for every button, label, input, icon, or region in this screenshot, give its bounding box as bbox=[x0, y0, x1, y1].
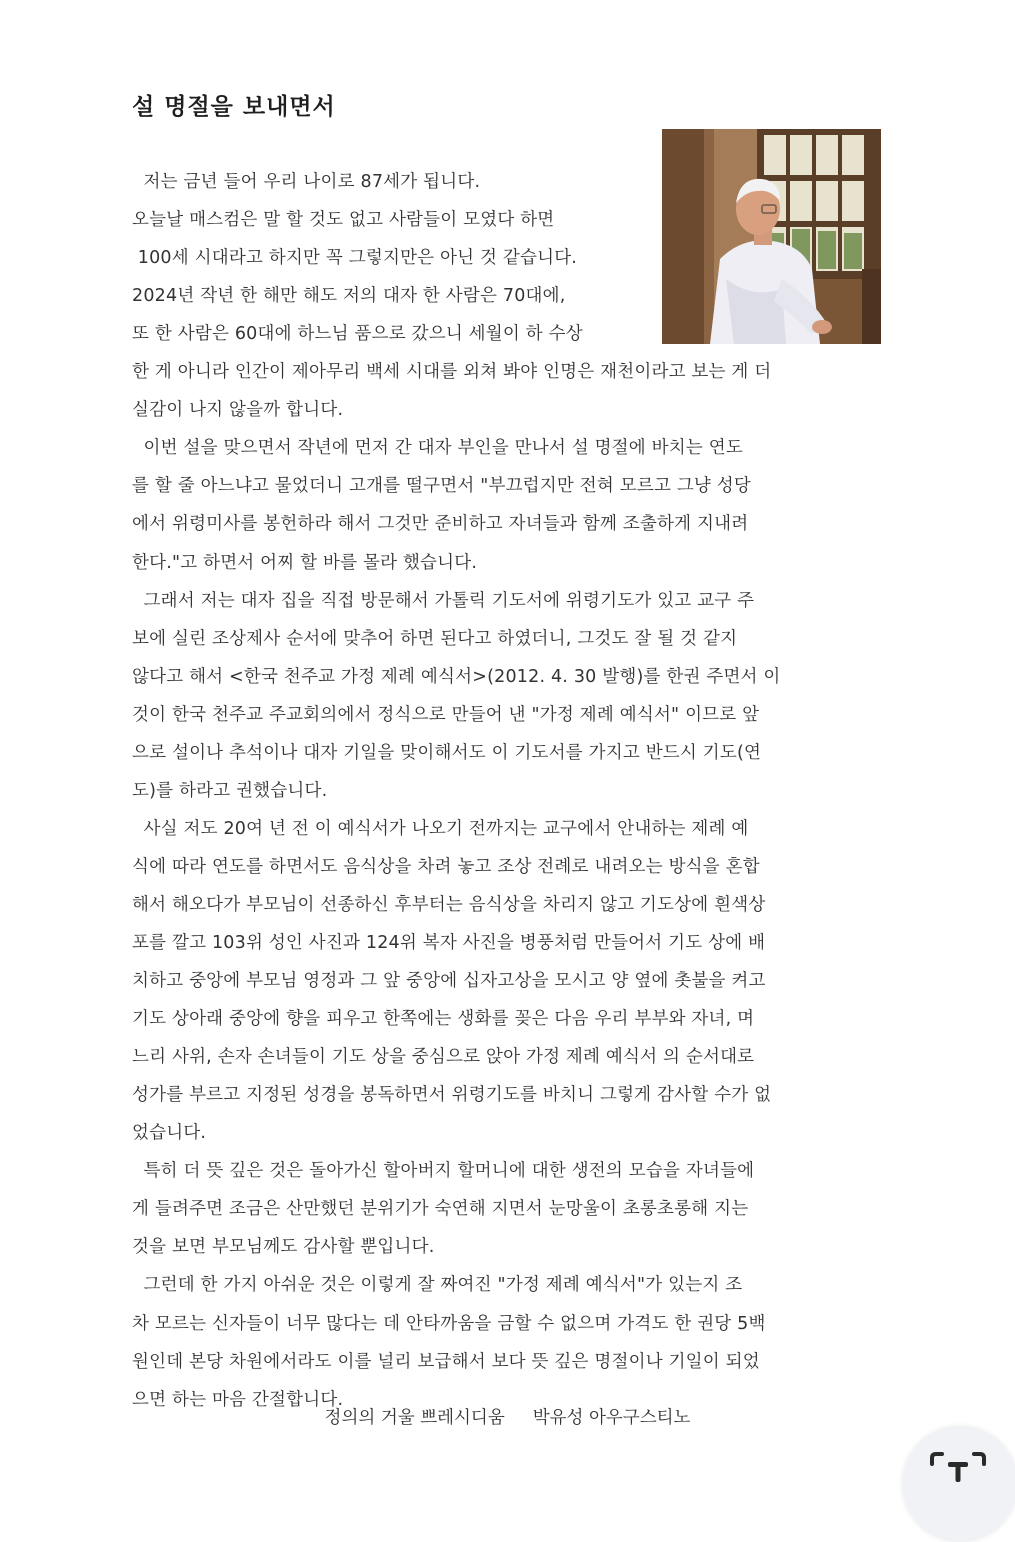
text-line: 이번 설을 맞으면서 작년에 먼저 간 대자 부인을 만나서 설 명절에 바치는 연도 bbox=[132, 438, 743, 458]
text-line: 않다고 해서 <한국 천주교 가정 제례 예식서>(2012. 4. 30 발행)를 한권 주면서 이 bbox=[132, 667, 781, 687]
text-line: 원인데 본당 차원에서라도 이를 널리 보급해서 보다 뜻 깊은 명절이나 기일이 되었 bbox=[132, 1352, 760, 1372]
page-title: 설 명절을 보내면서 bbox=[132, 94, 336, 120]
text-line: 게 들려주면 조금은 산만했던 분위기가 숙연해 지면서 눈망울이 초롱초롱해 지는 bbox=[132, 1199, 749, 1219]
text-line: 치하고 중앙에 부모님 영정과 그 앞 중앙에 십자고상을 모시고 양 옆에 촛불을 켜고 bbox=[132, 971, 766, 991]
text-line: 또 한 사람은 60대에 하느님 품으로 갔으니 세월이 하 수상 bbox=[132, 324, 583, 344]
text-line: 해서 해오다가 부모님이 선종하신 후부터는 음식상을 차리지 않고 기도상에 흰색상 bbox=[132, 895, 766, 915]
text-line: 실감이 나지 않을까 합니다. bbox=[132, 400, 344, 420]
text-line: 그래서 저는 대자 집을 직접 방문해서 가톨릭 기도서에 위령기도가 있고 교구 주 bbox=[132, 591, 755, 611]
text-scan-icon bbox=[928, 1450, 988, 1510]
text-line: 한다."고 하면서 어찌 할 바를 몰라 했습니다. bbox=[132, 553, 478, 573]
text-scan-button[interactable] bbox=[902, 1426, 1015, 1542]
text-line: 것이 한국 천주교 주교회의에서 정식으로 만들어 낸 "가정 제례 예식서" 이므로 앞 bbox=[132, 705, 760, 725]
text-line: 를 할 줄 아느냐고 물었더니 고개를 떨구면서 "부끄럽지만 전혀 모르고 그냥 성당 bbox=[132, 476, 751, 496]
text-line: 2024년 작년 한 해만 해도 저의 대자 한 사람은 70대에, bbox=[132, 286, 566, 306]
text-line: 차 모르는 신자들이 너무 많다는 데 안타까움을 금할 수 없으며 가격도 한 권당 5백 bbox=[132, 1314, 766, 1334]
text-line: 었습니다. bbox=[132, 1123, 207, 1143]
text-line: 한 게 아니라 인간이 제아무리 백세 시대를 외쳐 봐야 인명은 재천이라고 보는 게 더 bbox=[132, 362, 772, 382]
text-line: 도)를 하라고 권했습니다. bbox=[132, 781, 328, 801]
text-line: 그런데 한 가지 아쉬운 것은 이렇게 잘 짜여진 "가정 제례 예식서"가 있는지 조 bbox=[132, 1275, 743, 1295]
text-line: 식에 따라 연도를 하면서도 음식상을 차려 놓고 조상 전례로 내려오는 방식을 혼합 bbox=[132, 857, 760, 877]
text-line: 으면 하는 마음 간절합니다. bbox=[132, 1390, 344, 1410]
text-line: 느리 사위, 손자 손녀들이 기도 상을 중심으로 앉아 가정 제례 예식서 의 순서대로 bbox=[132, 1047, 755, 1067]
text-line: 기도 상아래 중앙에 향을 피우고 한쪽에는 생화를 꽂은 다음 우리 부부와 자녀, 며 bbox=[132, 1009, 755, 1029]
text-line: 저는 금년 들어 우리 나이로 87세가 됩니다. bbox=[132, 172, 481, 192]
text-line: 오늘날 매스컴은 말 할 것도 없고 사람들이 모였다 하면 bbox=[132, 210, 555, 230]
text-line: 특히 더 뜻 깊은 것은 돌아가신 할아버지 할머니에 대한 생전의 모습을 자녀들에 bbox=[132, 1161, 755, 1181]
text-line: 으로 설이나 추석이나 대자 기일을 맞이해서도 이 기도서를 가지고 반드시 기도(연 bbox=[132, 743, 762, 763]
signature bbox=[0, 1404, 1015, 1429]
text-line: 에서 위령미사를 봉헌하라 해서 그것만 준비하고 자녀들과 함께 조출하게 지내려 bbox=[132, 514, 749, 534]
text-line: 보에 실린 조상제사 순서에 맞추어 하면 된다고 하였더니, 그것도 잘 될 것 같지 bbox=[132, 629, 738, 649]
text-line: 포를 깔고 103위 성인 사진과 124위 복자 사진을 병풍처럼 만들어서 기도 상에 배 bbox=[132, 933, 766, 953]
text-line: 사실 저도 20여 년 전 이 예식서가 나오기 전까지는 교구에서 안내하는 제례 예 bbox=[132, 819, 749, 839]
text-line: 것을 보면 부모님께도 감사할 뿐입니다. bbox=[132, 1237, 435, 1257]
author-photo bbox=[662, 129, 881, 344]
text-line: 100세 시대라고 하지만 꼭 그렇지만은 아닌 것 같습니다. bbox=[132, 248, 578, 268]
signature-group: 정의의 거울 쁘레시디움 bbox=[324, 1408, 505, 1428]
text-line: 성가를 부르고 지정된 성경을 봉독하면서 위령기도를 바치니 그렇게 감사할 수가 없 bbox=[132, 1085, 772, 1105]
signature-author: 박유성 아우구스티노 bbox=[532, 1408, 691, 1428]
